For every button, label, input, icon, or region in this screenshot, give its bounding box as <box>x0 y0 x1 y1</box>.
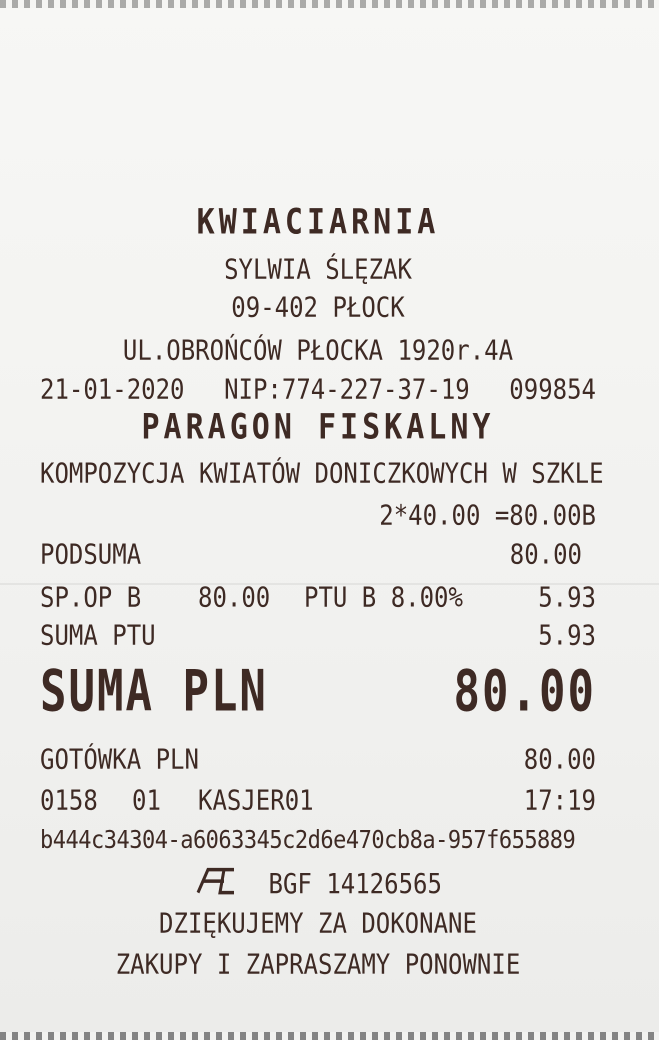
total-value: 80.00 <box>453 658 596 725</box>
payment-value: 80.00 <box>523 743 596 776</box>
payment-label: GOTÓWKA PLN <box>40 743 199 776</box>
fiscal-hash: b444c34304-a6063345c2d6e470cb8a-957f655889 <box>40 826 576 856</box>
shop-name: KWIACIARNIA <box>196 202 440 243</box>
item-name: KOMPOZYCJA KWIATÓW DONICZKOWYCH W SZKLE <box>40 457 604 490</box>
total-row <box>40 660 596 725</box>
tax-line-row <box>40 580 596 615</box>
torn-edge-top <box>0 0 659 8</box>
nip: NIP:774-227-37-19 <box>224 373 470 406</box>
shop-city: 09-402 PŁOCK <box>231 291 405 324</box>
footer-meta-row <box>40 783 596 818</box>
meta-register: 01 <box>132 784 161 817</box>
tax-line-label: SP.OP B <box>40 581 142 614</box>
meta-time: 17:19 <box>523 784 596 817</box>
tax-line-rate: PTU B 8.00% <box>304 581 463 614</box>
torn-edge-bottom <box>0 1032 659 1040</box>
tax-sum-label: SUMA PTU <box>40 619 156 652</box>
thanks-line-1: DZIĘKUJEMY ZA DOKONANE <box>159 907 477 940</box>
item-qty-price: 2*40.00 =80.00B <box>379 499 596 532</box>
tax-sum-value: 5.93 <box>538 619 596 652</box>
receipt-title: PARAGON FISKALNY <box>141 407 495 448</box>
thanks-line-2: ZAKUPY I ZAPRASZAMY PONOWNIE <box>115 948 521 981</box>
subtotal-value: 80.00 <box>509 538 582 571</box>
fiscal-code: BGF 14126565 <box>268 867 442 901</box>
meta-number: 0158 <box>40 784 98 817</box>
shop-owner: SYLWIA ŚLĘZAK <box>224 253 412 286</box>
meta-cashier: KASJER01 <box>198 784 314 817</box>
payment-row <box>40 742 596 777</box>
receipt-date: 21-01-2020 <box>40 373 185 406</box>
subtotal-row <box>40 537 596 572</box>
fiscal-logo-icon <box>194 865 240 905</box>
subtotal-label: PODSUMA <box>40 538 142 571</box>
receipt-number: 099854 <box>509 373 596 406</box>
total-label: SUMA PLN <box>40 658 268 725</box>
tax-line-base: 80.00 <box>198 581 271 614</box>
fiscal-row <box>40 865 596 900</box>
tax-line-value: 5.93 <box>538 581 596 614</box>
header-row <box>40 372 596 407</box>
tax-sum-row <box>40 618 596 653</box>
shop-street: UL.OBROŃCÓW PŁOCKA 1920r.4A <box>122 334 514 367</box>
